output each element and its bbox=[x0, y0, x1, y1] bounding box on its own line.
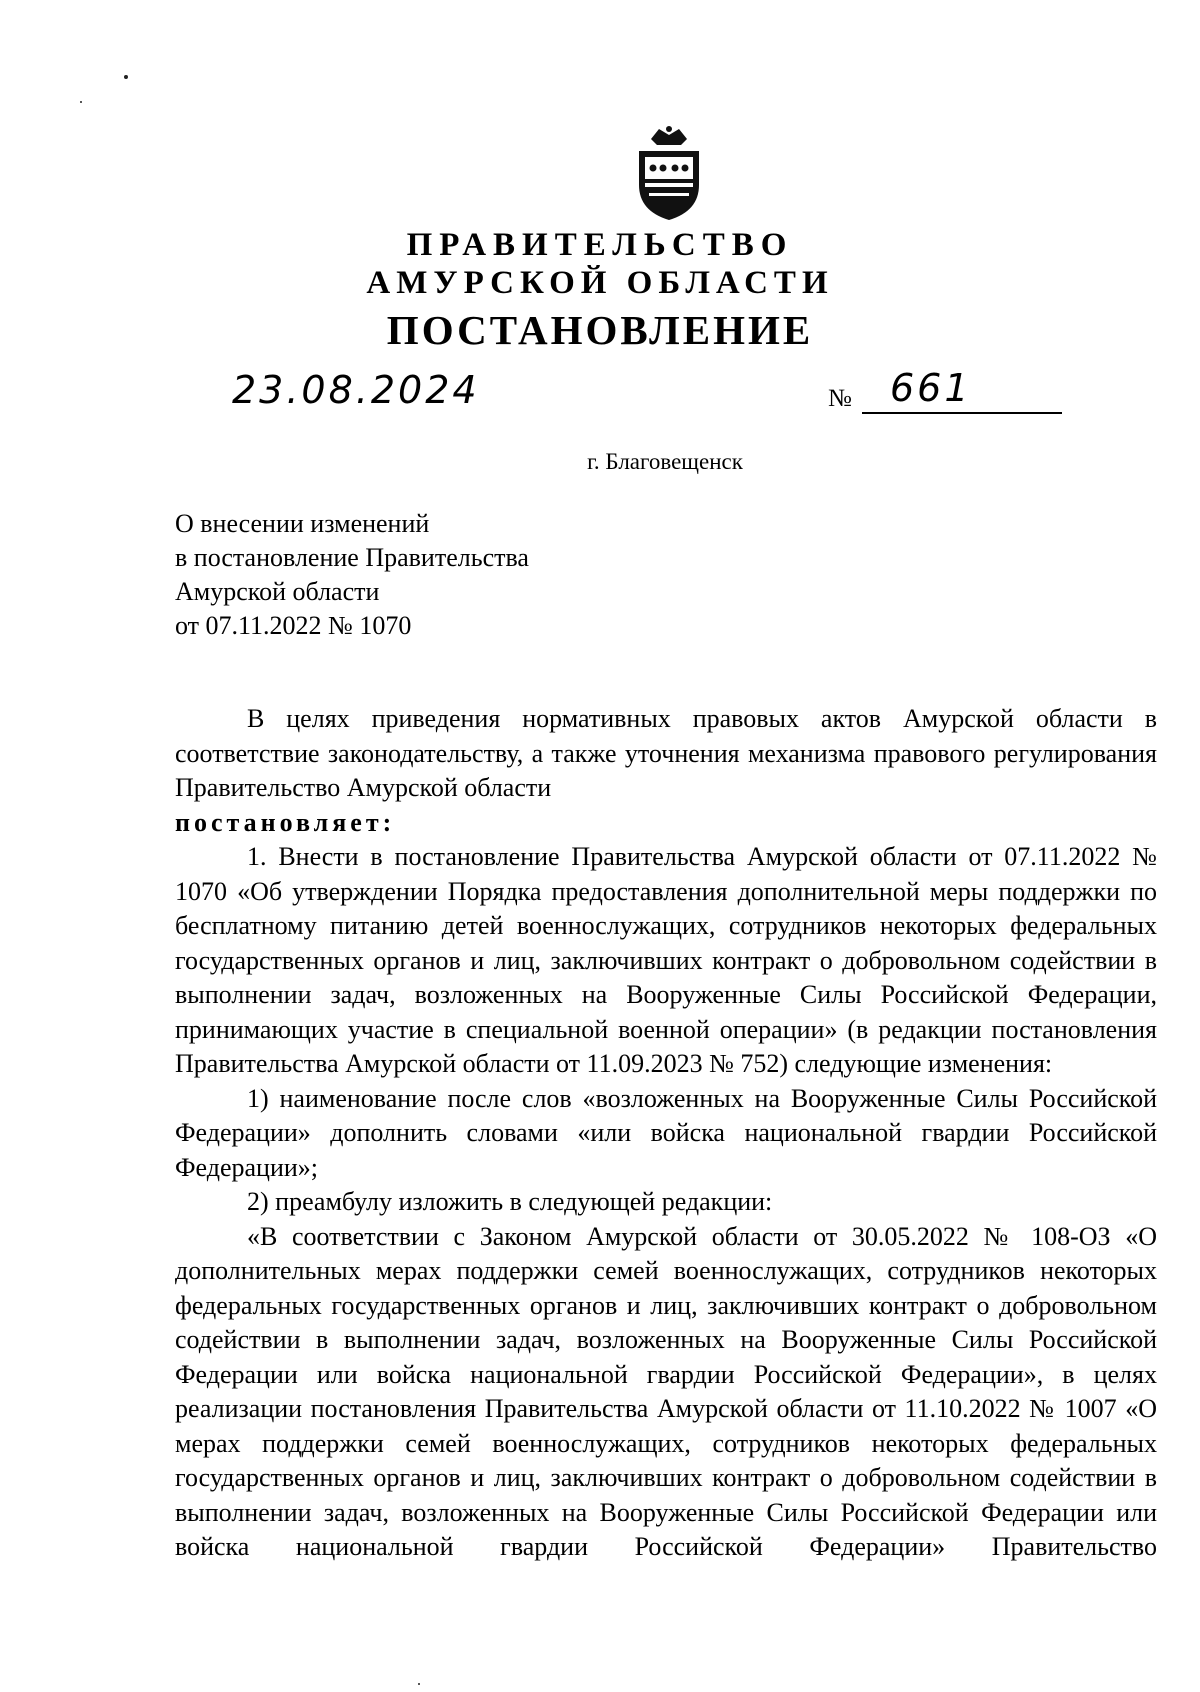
document-number: 661 bbox=[890, 366, 972, 410]
subject-line: Амурской области bbox=[175, 577, 380, 606]
scan-speck bbox=[124, 75, 128, 79]
document-city: г. Благовещенск bbox=[587, 449, 743, 474]
decree-word: постановляет: bbox=[175, 807, 396, 837]
subject-line: от 07.11.2022 № 1070 bbox=[175, 611, 412, 640]
document-subject bbox=[175, 507, 529, 643]
subclause-1: 1) наименование после слов «возложенных на Вооруженные Силы Российской Федерации» дополнить словами «или войска национальной гвардии Российской Федерации»; bbox=[175, 1083, 1157, 1182]
preamble-text: «В соответствии с Законом Амурской области от 30.05.2022 № 108-ОЗ «О дополнительных мерах поддержки семей военнослужащих, сотрудников некоторых федеральных государственных органов и лиц, заключивших контракт о добровольном содействии в выполнении задач, возложенных на Вооруженные Силы Российской Федерации или войска национальной гвардии Российской Федерации», в целях реализации постановления Правительства Амурской области от 11.10.2022 № 1007 «О мерах поддержки семей военнослужащих, сотрудников некоторых федеральных государственных органов и лиц, заключивших контракт о добровольном содействии в выполнении задач, возложенных на Вооруженные Силы Российской Федерации или войска национальной гвардии Российской Федерации» Правительство bbox=[175, 1221, 1157, 1561]
scan-speck bbox=[418, 1683, 420, 1685]
subject-line: О внесении изменений bbox=[175, 509, 430, 538]
document-type: ПОСТАНОВЛЕНИЕ bbox=[386, 307, 814, 353]
document-body bbox=[175, 702, 1157, 1565]
intro-paragraph: В целях приведения нормативных правовых актов Амурской области в соответствие законодательству, а также уточнения механизма правового регулирования Правительство Амурской области bbox=[175, 704, 1157, 802]
subject-line: в постановление Правительства bbox=[175, 543, 529, 572]
number-sign: № bbox=[828, 385, 852, 412]
document-date: 23.08.2024 bbox=[232, 368, 480, 412]
clause-1: 1. Внести в постановление Правительства Амурской области от 07.11.2022 № 1070 «Об утверждении Порядка предоставления дополнительной меры поддержки по бесплатному питанию детей военнослужащих, сотрудников некоторых федеральных государственных органов и лиц, заключивших контракт о добровольном содействии в выполнении задач, возложенных на Вооруженные Силы Российской Федерации, принимающих участие в специальной военной операции» (в редакции постановления Правительства Амурской области от 11.09.2023 № 752) следующие изменения: bbox=[175, 842, 1157, 1078]
government-title: ПРАВИТЕЛЬСТВО bbox=[406, 227, 794, 263]
number-underline bbox=[862, 412, 1062, 414]
subclause-2: 2) преамбулу изложить в следующей редакции: bbox=[247, 1187, 773, 1216]
region-title: АМУРСКОЙ ОБЛАСТИ bbox=[366, 265, 834, 301]
scan-speck bbox=[80, 101, 82, 103]
coat-of-arms-icon bbox=[629, 123, 709, 223]
